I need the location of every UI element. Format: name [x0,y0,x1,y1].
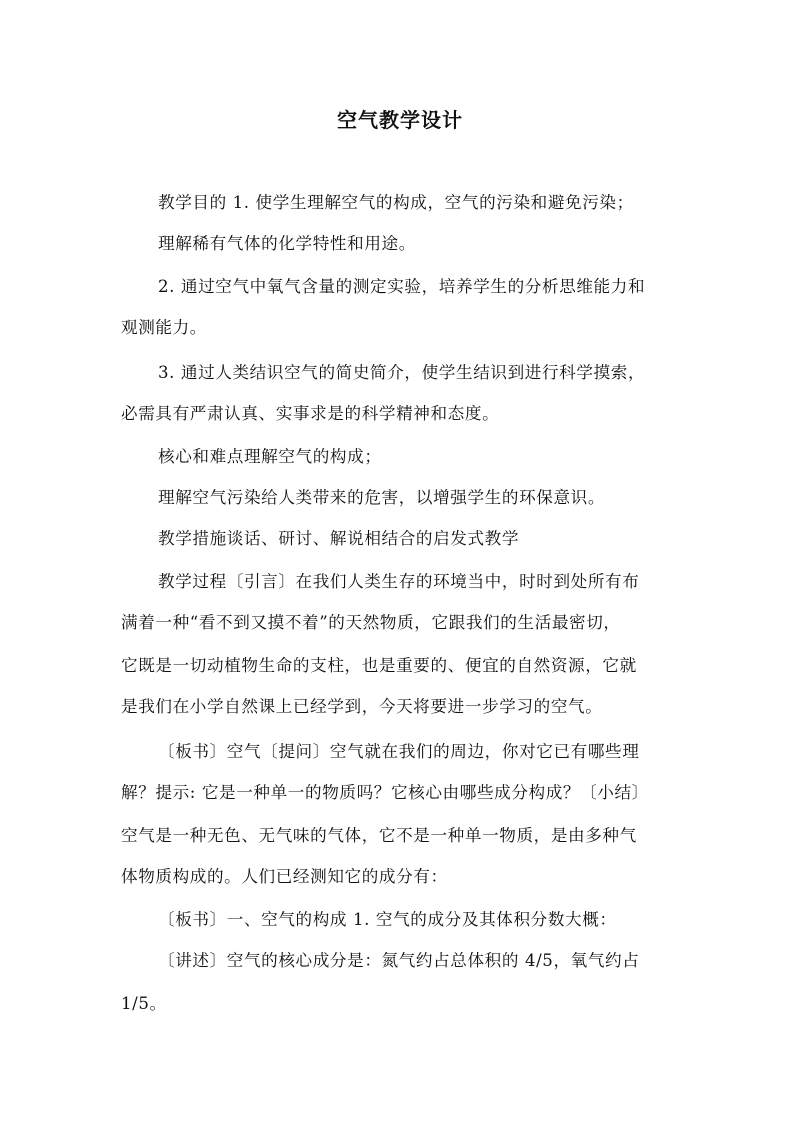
paragraph-line: 2. 通过空气中氧气含量的测定实验，培养学生的分析思维能力和 [158,277,646,296]
paragraph-line: 它既是一切动植物生命的支柱，也是重要的、便宜的自然资源，它就 [121,656,637,675]
paragraph-line: 3. 通过人类结识空气的简史简介，使学生结识到进行科学摸索， [158,363,646,382]
paragraph-line: 是我们在小学自然课上已经学到，今天将要进一步学习的空气。 [121,697,603,716]
paragraph-line: 体物质构成的。人们已经测知它的成分有： [121,867,448,886]
paragraph-line: 1/5。 [121,994,167,1013]
paragraph-line: 观测能力。 [121,318,207,337]
paragraph-line: 理解空气污染给人类带来的危害，以增强学生的环保意识。 [158,488,606,507]
paragraph-line: 〔板书〕一、空气的构成 1. 空气的成分及其体积分数大概： [158,910,617,929]
paragraph-line: 〔板书〕空气〔提问〕空气就在我们的周边，你对它已有哪些理 [158,742,640,761]
paragraph-line: 空气是一种无色、无气味的气体，它不是一种单一物质，是由多种气 [121,826,637,845]
paragraph-line: 必需具有严肃认真、实事求是的科学精神和态度。 [121,404,500,423]
paragraph-line: 教学措施谈话、研讨、解说相结合的启发式教学 [158,529,520,548]
paragraph-line: 解？提示: 它是一种单一的物质吗？它核心由哪些成分构成？〔小结〕 [121,783,649,802]
document-title: 空气教学设计 [337,108,463,132]
paragraph-line: 〔讲述〕空气的核心成分是：氮气约占总体积的 4/5，氧气约占 [158,951,640,970]
paragraph-line: 理解稀有气体的化学特性和用途。 [158,234,416,253]
paragraph-line: 满着一种“看不到又摸不着”的天然物质，它跟我们的生活最密切， [121,613,621,632]
paragraph-line: 教学过程〔引言〕在我们人类生存的环境当中，时时到处所有布 [158,572,640,591]
paragraph-line: 教学目的 1. 使学生理解空气的构成，空气的污染和避免污染； [158,193,634,212]
paragraph-line: 核心和难点理解空气的构成； [158,447,382,466]
